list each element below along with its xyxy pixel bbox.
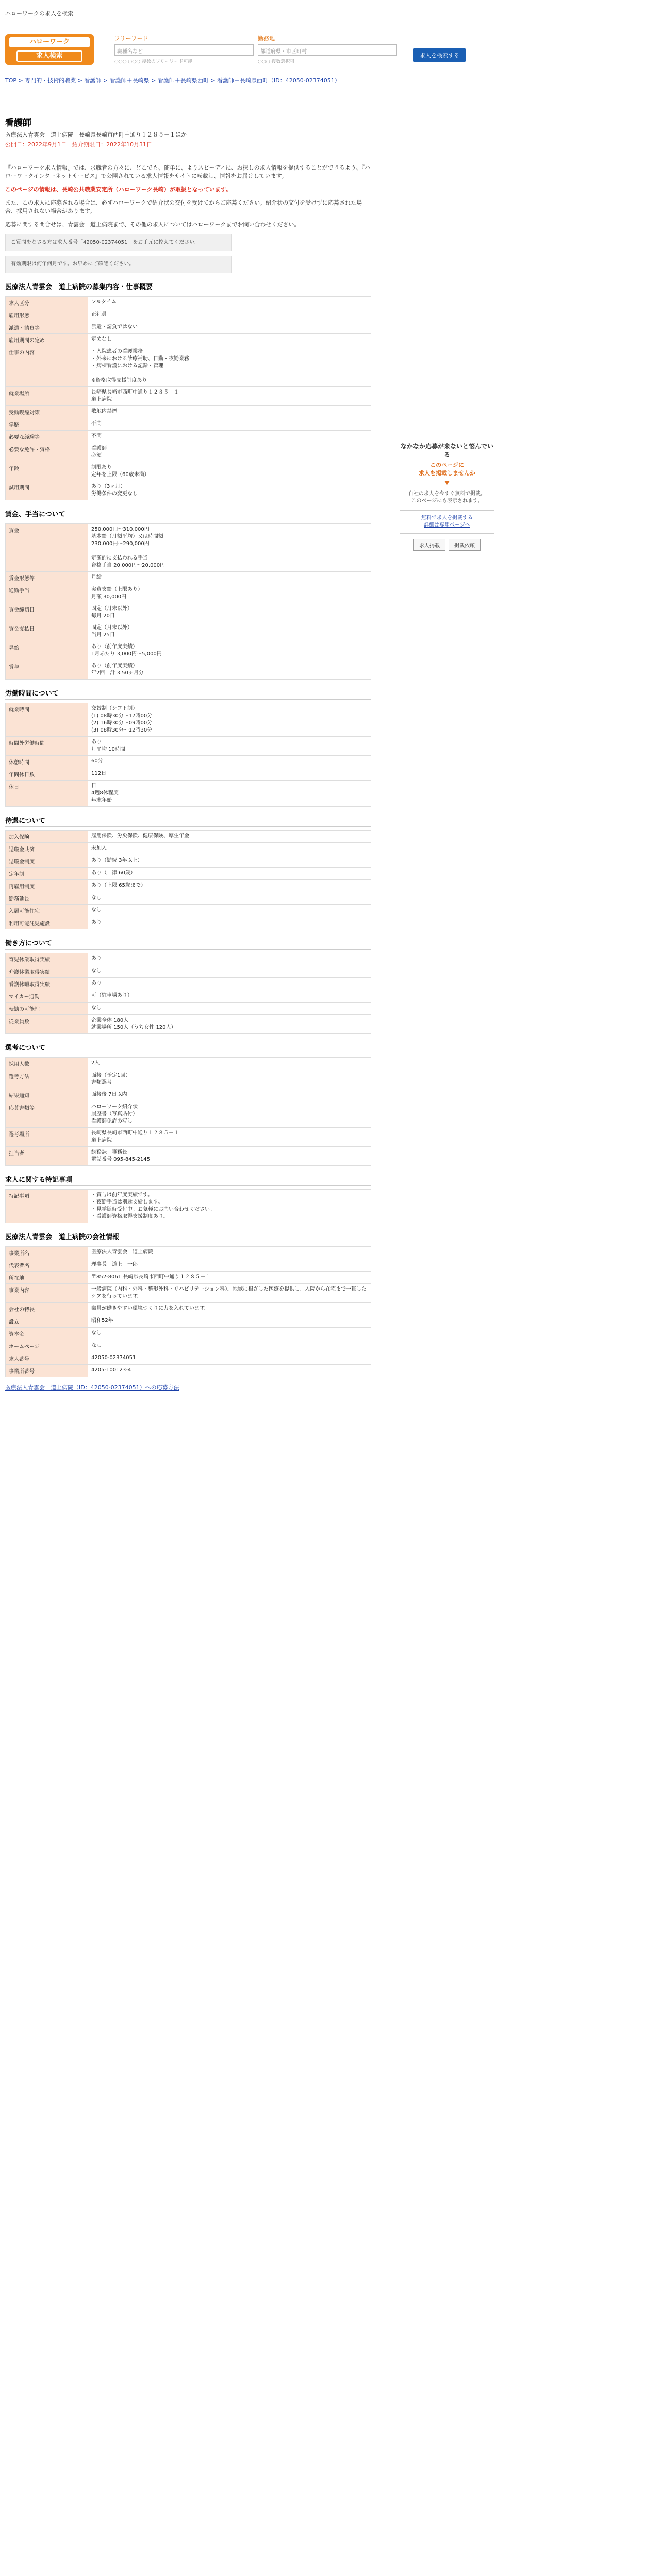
table-row [6, 1259, 371, 1272]
row-label: マイカー通勤 [6, 990, 88, 1003]
table-row [6, 965, 371, 978]
table-row [6, 880, 371, 892]
table-row [6, 892, 371, 905]
row-label: 就業時間 [6, 703, 88, 737]
table-row [6, 309, 371, 321]
row-value: あり（一律 60歳） [88, 868, 371, 880]
intro-p3: また、この求人に応募される場合は、必ずハローワークで紹介状の交付を受けてからご応募ください。紹介状の交付を受けずに応募された場合、採用されない場合があります。 [5, 199, 362, 214]
table-row [6, 990, 371, 1003]
section-title: 労働時間について [5, 688, 371, 700]
logo-line1: ハローワーク [9, 37, 90, 47]
row-value: 面接後 7日以内 [88, 1089, 371, 1101]
note-2: 有効期限は何年何月です。お早めにご確認ください。 [5, 256, 232, 273]
table-row [6, 1284, 371, 1303]
ad-box [394, 436, 500, 556]
table-row [6, 524, 371, 572]
table-row [6, 1340, 371, 1352]
row-value: なし [88, 965, 371, 978]
table-row [6, 978, 371, 990]
table-row [6, 603, 371, 622]
row-value: あり（上限 65歳まで） [88, 880, 371, 892]
page-title: 看護師 [5, 118, 31, 128]
table-row [6, 1272, 371, 1284]
header [0, 23, 662, 69]
row-label: 選考場所 [6, 1128, 88, 1147]
row-label: 年間休日数 [6, 768, 88, 781]
row-value: 不問 [88, 431, 371, 443]
area-label: 勤務地 [258, 35, 275, 42]
row-value: 250,000円〜310,000円 基本給（月額平均）又は時間額 230,000円〜290,000円 定額的に支払われる手当 資格手当 20,000円〜20,000円 [88, 524, 371, 572]
row-value: なし [88, 892, 371, 905]
row-label: 賃金 [6, 524, 88, 572]
row-label: 雇用期間の定め [6, 334, 88, 346]
table-row [6, 1070, 371, 1089]
side-text: 自社の求人を今すぐ無料で掲載。 このページにも表示されます。 [408, 491, 486, 504]
apply-method-link[interactable]: 医療法人青雲会 道上病院（ID：42050-02374051）への応募方法 [5, 1384, 179, 1391]
table-row [6, 387, 371, 406]
table-row [6, 855, 371, 868]
section-title: 待遇について [5, 815, 371, 827]
row-label: 定年制 [6, 868, 88, 880]
info-table [5, 523, 371, 680]
table-row [6, 781, 371, 807]
table-row [6, 831, 371, 843]
row-value: なし [88, 1003, 371, 1015]
area-hint: ○○○ 複数選択可 [258, 59, 295, 64]
row-value: 定めなし [88, 334, 371, 346]
row-value: 可（駐車場あり） [88, 990, 371, 1003]
row-label: 雇用形態 [6, 309, 88, 321]
note-1: ご質問をなさる方は求人番号「42050-02374051」をお手元に控えてください。 [5, 234, 232, 251]
info-table [5, 953, 371, 1034]
row-label: 勤務延長 [6, 892, 88, 905]
row-label: 学歴 [6, 418, 88, 431]
table-row [6, 1128, 371, 1147]
row-value: 敷地内禁煙 [88, 406, 371, 418]
section-title: 求人に関する特記事項 [5, 1174, 371, 1186]
row-value: あり [88, 917, 371, 929]
row-value: 昭和52年 [88, 1315, 371, 1328]
row-label: 会社の特長 [6, 1303, 88, 1315]
row-label: 必要な免許・資格 [6, 443, 88, 462]
table-row [6, 1315, 371, 1328]
info-table [5, 703, 371, 807]
row-label: 育児休業取得実績 [6, 953, 88, 965]
row-label: 採用人数 [6, 1058, 88, 1070]
area-field [258, 34, 397, 64]
row-value: ハローワーク紹介状 履歴書（写真貼付） 看護師免許の写し [88, 1101, 371, 1128]
table-row [6, 756, 371, 768]
row-value: 固定（月末以外） 当月 25日 [88, 622, 371, 641]
intro-p2: このページの情報は、長崎公共職業安定所（ハローワーク長崎）が取扱となっています。 [5, 186, 231, 193]
row-label: 受動喫煙対策 [6, 406, 88, 418]
row-label: 賃金形態等 [6, 572, 88, 584]
row-value: 4205-100123-4 [88, 1365, 371, 1377]
row-label: 看護休暇取得実績 [6, 978, 88, 990]
section-title: 医療法人青雲会 道上病院の会社情報 [5, 1231, 371, 1243]
search-button[interactable]: 求人を検索する [413, 48, 466, 62]
table-row [6, 737, 371, 756]
row-value: 理事長 道上 一郎 [88, 1259, 371, 1272]
row-label: 年齢 [6, 462, 88, 481]
section-title: 働き方について [5, 938, 371, 950]
row-label: 試用期間 [6, 481, 88, 500]
table-row [6, 334, 371, 346]
table-row [6, 584, 371, 603]
row-value: 交替制（シフト制） (1) 08時30分〜17時00分 (2) 16時30分〜09時00分 (3) 08時30分〜12時30分 [88, 703, 371, 737]
row-value: 一般病院（内科・外科・整形外科・リハビリテーション科）。地域に根ざした医療を提供し、入院から在宅まで一貫したケアを行っています。 [88, 1284, 371, 1303]
row-label: 選考方法 [6, 1070, 88, 1089]
row-value: 〒852-8061 長崎県長崎市西町中通り１２８５－１ [88, 1272, 371, 1284]
row-label: 求人番号 [6, 1352, 88, 1365]
row-label: 設立 [6, 1315, 88, 1328]
row-label: 特記事項 [6, 1190, 88, 1223]
table-row [6, 1015, 371, 1034]
row-value: 実費支給（上限あり） 月額 30,000円 [88, 584, 371, 603]
row-label: 事業所名 [6, 1247, 88, 1259]
table-row [6, 1147, 371, 1166]
table-row [6, 953, 371, 965]
side-title: なかなか応募が来ないと悩んでいる [400, 443, 493, 459]
row-value: 正社員 [88, 309, 371, 321]
section-title: 選考について [5, 1042, 371, 1054]
row-value: なし [88, 1328, 371, 1340]
breadcrumb[interactable]: TOP > 専門的・技術的職業 > 看護師 > 看護師＋長崎県 > 看護師＋長崎県西町 > 看護師＋長崎県西町（ID：42050-02374051） [5, 77, 340, 84]
row-label: 派遣・請負等 [6, 321, 88, 334]
chevron-down-icon [444, 481, 450, 485]
table-row [6, 1303, 371, 1315]
table-row [6, 641, 371, 660]
intro-p1: 『ハローワーク求人情報』では、求職者の方々に、どこでも、簡単に、よりスピーディに、お探しの求人情報を提供することができるよう、『ハローワークインターネットサービス』で公開されている求人情報をサイトに転載し、情報をお届けしています。 [5, 164, 371, 179]
row-label: 通勤手当 [6, 584, 88, 603]
table-row [6, 1089, 371, 1101]
freeword-label: フリーワード [114, 35, 148, 42]
row-value: 長崎県長崎市西町中通り１２８５－１ 道上病院 [88, 1128, 371, 1147]
table-row [6, 1247, 371, 1259]
table-row [6, 297, 371, 309]
row-label: 入居可能住宅 [6, 905, 88, 917]
intro-p4: 応募に関する問合せは、青雲会 道上病院まで、その他の求人についてはハローワークまでお問い合わせください。 [5, 221, 300, 228]
table-row [6, 703, 371, 737]
row-value: 面接（予定1回） 書類選考 [88, 1070, 371, 1089]
row-label: 代表者名 [6, 1259, 88, 1272]
row-value: あり [88, 953, 371, 965]
row-label: 退職金共済 [6, 843, 88, 855]
row-label: 加入保険 [6, 831, 88, 843]
row-value: なし [88, 1340, 371, 1352]
row-value: 60分 [88, 756, 371, 768]
table-row [6, 868, 371, 880]
post-job-button[interactable]: 求人掲載 [413, 539, 445, 551]
section-title: 賃金、手当について [5, 509, 371, 520]
table-row [6, 481, 371, 500]
row-label: 転勤の可能性 [6, 1003, 88, 1015]
row-label: 休憩時間 [6, 756, 88, 768]
info-table [5, 1057, 371, 1166]
row-label: 仕事の内容 [6, 346, 88, 387]
side-headline: このページに 求人を掲載しませんか [419, 462, 475, 477]
table-row [6, 443, 371, 462]
row-label: 所在地 [6, 1272, 88, 1284]
row-value: あり（3ヶ月） 労働条件の変更なし [88, 481, 371, 500]
table-row [6, 843, 371, 855]
row-label: 就業場所 [6, 387, 88, 406]
row-label: 時間外労働時間 [6, 737, 88, 756]
row-value: ・入院患者の看護業務 ・外来における診療補助、日勤・夜勤業務 ・病棟看護における記録・管理 ※資格取得支援制度あり [88, 346, 371, 387]
table-row [6, 1190, 371, 1223]
freeword-field [114, 34, 254, 64]
row-value: 総務課 事務長 電話番号 095-845-2145 [88, 1147, 371, 1166]
table-row [6, 622, 371, 641]
table-row [6, 572, 371, 584]
side-buttons [400, 539, 494, 551]
info-table [5, 1246, 371, 1377]
table-row [6, 660, 371, 680]
row-label: 資本金 [6, 1328, 88, 1340]
table-row [6, 1058, 371, 1070]
table-row [6, 431, 371, 443]
row-value: 職員が働きやすい環境づくりに力を入れています。 [88, 1303, 371, 1315]
side-link[interactable]: 無料で求人を掲載する 詳細は専用ページへ [400, 510, 494, 534]
info-table [5, 296, 371, 500]
table-row [6, 346, 371, 387]
row-value: あり（勤続 3年以上） [88, 855, 371, 868]
row-label: ホームページ [6, 1340, 88, 1352]
request-button[interactable]: 掲載依頼 [449, 539, 481, 551]
row-label: 賃金支払日 [6, 622, 88, 641]
row-value: 42050-02374051 [88, 1352, 371, 1365]
row-value: ・賞与は前年度実績です。 ・夜勤手当は別途支給します。 ・見学随時受付中。お気軽にお問い合わせください。 ・看護師資格取得支援制度あり。 [88, 1190, 371, 1223]
info-table [5, 830, 371, 929]
row-value: フルタイム [88, 297, 371, 309]
main-content [5, 112, 371, 1392]
row-value: 制限あり 定年を上限（60歳未満） [88, 462, 371, 481]
row-value: 月給 [88, 572, 371, 584]
row-value: 112日 [88, 768, 371, 781]
org-line: 医療法人青雲会 道上病院 長崎県長崎市西町中通り１２８５－１ほか [5, 131, 187, 138]
sidebar [394, 436, 500, 556]
row-value: あり（前年度実績） 年2回 計 3.50ヶ月分 [88, 660, 371, 680]
job-meta: 公開日：2022年9月1日 紹介期限日：2022年10月31日 [5, 141, 152, 148]
table-row [6, 1101, 371, 1128]
row-value: あり（前年度実績） 1月あたり 3,000円〜5,000円 [88, 641, 371, 660]
row-value: 2人 [88, 1058, 371, 1070]
row-value: 企業全体 180人 就業場所 150人（うち女性 120人） [88, 1015, 371, 1034]
section-title: 医療法人青雲会 道上病院の募集内容・仕事概要 [5, 281, 371, 293]
area-input[interactable]: 都道府県・市区町村 [258, 44, 397, 56]
row-value: 看護師 必須 [88, 443, 371, 462]
freeword-hint: ○○○ ○○○ 複数のフリーワード可能 [114, 59, 193, 64]
intro-block [5, 164, 371, 273]
table-row [6, 321, 371, 334]
table-row [6, 905, 371, 917]
row-label: 介護休業取得実績 [6, 965, 88, 978]
row-value: 医療法人青雲会 道上病院 [88, 1247, 371, 1259]
hellowork-logo[interactable] [5, 34, 94, 65]
row-value: 長崎県長崎市西町中通り１２８５－１ 道上病院 [88, 387, 371, 406]
site-caption: ハローワークの求人を検索 [5, 10, 73, 17]
row-value: あり [88, 978, 371, 990]
row-value: 日 4週8休程度 年末年始 [88, 781, 371, 807]
table-row [6, 1352, 371, 1365]
row-value: 派遣・請負ではない [88, 321, 371, 334]
table-row [6, 1328, 371, 1340]
logo-line2: 求人検索 [16, 50, 82, 62]
info-table [5, 1189, 371, 1223]
table-row [6, 1003, 371, 1015]
table-row [6, 406, 371, 418]
row-label: 事業内容 [6, 1284, 88, 1303]
sections [5, 281, 371, 1377]
table-row [6, 917, 371, 929]
row-label: 賃金締切日 [6, 603, 88, 622]
row-value: 未加入 [88, 843, 371, 855]
row-label: 昇給 [6, 641, 88, 660]
row-value: 不問 [88, 418, 371, 431]
table-row [6, 768, 371, 781]
row-label: 利用可能託児施設 [6, 917, 88, 929]
row-value: あり 月平均 10時間 [88, 737, 371, 756]
freeword-input[interactable]: 職種名など [114, 44, 254, 56]
row-label: 必要な経験等 [6, 431, 88, 443]
row-label: 退職金制度 [6, 855, 88, 868]
search-form [114, 34, 413, 64]
row-label: 従業員数 [6, 1015, 88, 1034]
row-label: 休日 [6, 781, 88, 807]
row-label: 事業所番号 [6, 1365, 88, 1377]
row-label: 結果通知 [6, 1089, 88, 1101]
row-label: 応募書類等 [6, 1101, 88, 1128]
table-row [6, 418, 371, 431]
row-label: 賞与 [6, 660, 88, 680]
row-value: 雇用保険、労災保険、健康保険、厚生年金 [88, 831, 371, 843]
table-row [6, 462, 371, 481]
row-value: 固定（月末以外） 毎月 20日 [88, 603, 371, 622]
row-label: 求人区分 [6, 297, 88, 309]
row-label: 担当者 [6, 1147, 88, 1166]
table-row [6, 1365, 371, 1377]
row-value: なし [88, 905, 371, 917]
row-label: 再雇用制度 [6, 880, 88, 892]
